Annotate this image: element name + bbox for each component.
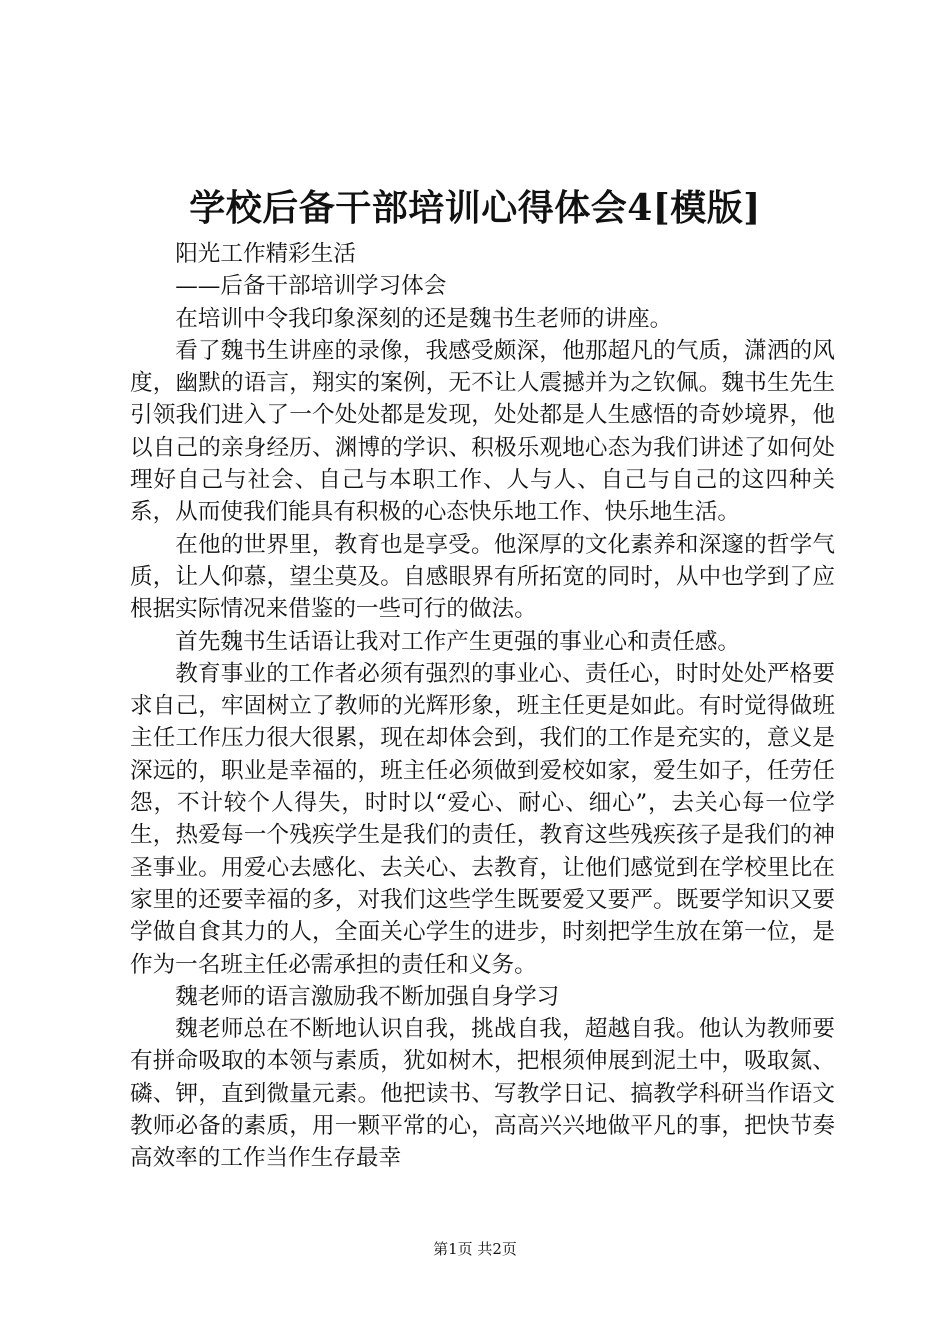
document-title: 学校后备干部培训心得体会4[模版] [189,187,761,229]
body-paragraph: 首先魏书生话语让我对工作产生更强的事业心和责任感。 [175,628,741,655]
body-paragraph: 魏老师的语言激励我不断加强自身学习 [175,983,560,1010]
body-paragraph: 魏老师总在不断地认识自我，挑战自我，超越自我。他认为教师要有拼命吸取的本领与素质，犹如树木，把根须伸展到泥土中，吸取氮、磷、钾，直到微量元素。他把读书、写教学日记、搞教学科研当作语文教师必备的素质，用一颗平常的心，高高兴兴地做平凡的事，把快节奏高效率的工作当作生存最幸 [130,1016,835,1172]
subtitle-line: ——后备干部培训学习体会 [175,273,447,300]
body-paragraph: 教育事业的工作者必须有强烈的事业心、责任心，时时处处严格要求自己，牢固树立了教师的光辉形象，班主任更是如此。有时觉得做班主任工作压力很大很累，现在却体会到，我们的工作是充实的，意义是深远的，职业是幸福的，班主任必须做到爱校如家，爱生如子，任劳任怨，不计较个人得失，时时以“爱心、耐心、细心”，去关心每一位学生，热爱每一个残疾学生是我们的责任，教育这些残疾孩子是我们的神圣事业。用爱心去感化、去关心、去教育，让他们感觉到在学校里比在家里的还要幸福的多，对我们这些学生既要爱又要严。既要学知识又要学做自食其力的人，全面关心学生的进步，时刻把学生放在第一位，是作为一名班主任必需承担的责任和义务。 [130,660,835,978]
document-body [130,238,835,1175]
body-paragraph: 看了魏书生讲座的录像，我感受颇深，他那超凡的气质，潇洒的风度，幽默的语言，翔实的案例，无不让人震撼并为之钦佩。魏书生先生引领我们进入了一个处处都是发现，处处都是人生感悟的奇妙境界，他以自己的亲身经历、渊博的学识、积极乐观地心态为我们讲述了如何处理好自己与社会、自己与本职工作、人与人、自己与自己的这四种关系，从而使我们能具有积极的心态快乐地工作、快乐地生活。 [130,337,835,526]
page-number-footer: 第1页 共2页 [433,1240,517,1258]
body-paragraph: 在培训中令我印象深刻的还是魏书生老师的讲座。 [175,305,673,332]
body-paragraph: 在他的世界里，教育也是享受。他深厚的文化素养和深邃的哲学气质，让人仰慕，望尘莫及。自感眼界有所拓宽的同时，从中也学到了应根据实际情况来借鉴的一些可行的做法。 [130,531,835,623]
subtitle-line: 阳光工作精彩生活 [175,241,356,267]
